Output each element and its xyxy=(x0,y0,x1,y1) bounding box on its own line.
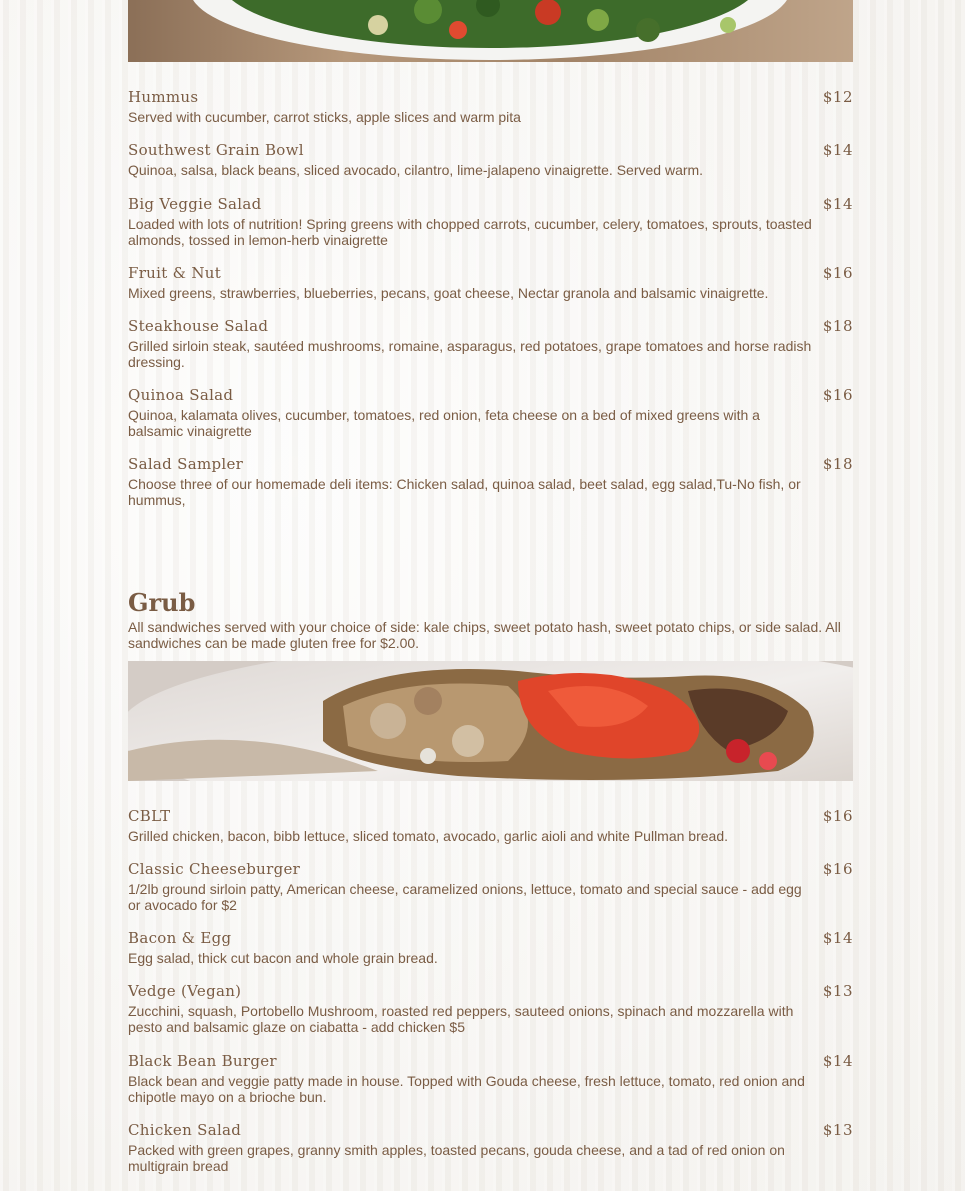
item-name: Vedge (Vegan) xyxy=(128,982,242,1000)
item-description: Loaded with lots of nutrition! Spring greens with chopped carrots, cucumber, celery, tomatoes, sprouts, toasted almonds, tossed in lemon-herb vinaigrette xyxy=(128,216,812,248)
item-price: $16 xyxy=(822,264,853,282)
section-title-grub: Grub xyxy=(128,588,196,617)
item-description: Zucchini, squash, Portobello Mushroom, roasted red peppers, sauteed onions, spinach and mozzarella with pesto and balsamic glaze on ciabatta - add chicken $5 xyxy=(128,1003,794,1035)
item-price: $18 xyxy=(822,317,853,335)
salad-photo xyxy=(128,0,853,62)
item-price: $14 xyxy=(822,1052,853,1070)
item-price: $13 xyxy=(822,1121,853,1139)
item-name: Steakhouse Salad xyxy=(128,317,269,335)
item-price: $14 xyxy=(822,195,853,213)
section-description-grub: All sandwiches served with your choice of side: kale chips, sweet potato hash, sweet potato chips, or side salad. All sandwiches can be made gluten free for $2.00. xyxy=(128,619,841,651)
item-description: Mixed greens, strawberries, blueberries, pecans, goat cheese, Nectar granola and balsamic vinaigrette. xyxy=(128,285,769,301)
item-description: Packed with green grapes, granny smith apples, toasted pecans, gouda cheese, and a tad of red onion on multigrain bread xyxy=(128,1142,785,1174)
item-price: $13 xyxy=(822,982,853,1000)
item-price: $16 xyxy=(822,807,853,825)
item-description: Grilled sirloin steak, sautéed mushrooms, romaine, asparagus, red potatoes, grape tomatoes and horse radish dressing. xyxy=(128,338,812,370)
item-description: Grilled chicken, bacon, bibb lettuce, sliced tomato, avocado, garlic aioli and white Pullman bread. xyxy=(128,828,728,844)
item-description: Egg salad, thick cut bacon and whole grain bread. xyxy=(128,950,438,966)
item-name: Classic Cheeseburger xyxy=(128,860,301,878)
item-description: Choose three of our homemade deli items: Chicken salad, quinoa salad, beet salad, egg salad,Tu-No fish, or hummus, xyxy=(128,476,801,508)
item-name: Southwest Grain Bowl xyxy=(128,141,304,159)
item-description: Black bean and veggie patty made in house. Topped with Gouda cheese, fresh lettuce, tomato, red onion and chipotle mayo on a brioche bun. xyxy=(128,1073,805,1105)
item-price: $16 xyxy=(822,386,853,404)
sandwich-plate-image xyxy=(128,661,853,781)
item-price: $14 xyxy=(822,141,853,159)
item-name: CBLT xyxy=(128,807,171,825)
item-name: Hummus xyxy=(128,88,199,106)
salad-bowl-image xyxy=(128,0,853,62)
item-description: Quinoa, salsa, black beans, sliced avocado, cilantro, lime-jalapeno vinaigrette. Served warm. xyxy=(128,162,704,178)
item-price: $12 xyxy=(822,88,853,106)
item-name: Salad Sampler xyxy=(128,455,244,473)
item-description: Quinoa, kalamata olives, cucumber, tomatoes, red onion, feta cheese on a bed of mixed greens with a balsamic vinaigrette xyxy=(128,407,760,439)
item-price: $14 xyxy=(822,929,853,947)
item-description: 1/2lb ground sirloin patty, American cheese, caramelized onions, lettuce, tomato and special sauce - add egg or avocado for $2 xyxy=(128,881,802,913)
item-name: Fruit & Nut xyxy=(128,264,222,282)
item-name: Bacon & Egg xyxy=(128,929,232,947)
item-name: Chicken Salad xyxy=(128,1121,242,1139)
item-description: Served with cucumber, carrot sticks, apple slices and warm pita xyxy=(128,109,521,125)
item-price: $16 xyxy=(822,860,853,878)
item-name: Big Veggie Salad xyxy=(128,195,262,213)
item-name: Quinoa Salad xyxy=(128,386,234,404)
item-price: $18 xyxy=(822,455,853,473)
grub-photo xyxy=(128,661,853,781)
item-name: Black Bean Burger xyxy=(128,1052,277,1070)
